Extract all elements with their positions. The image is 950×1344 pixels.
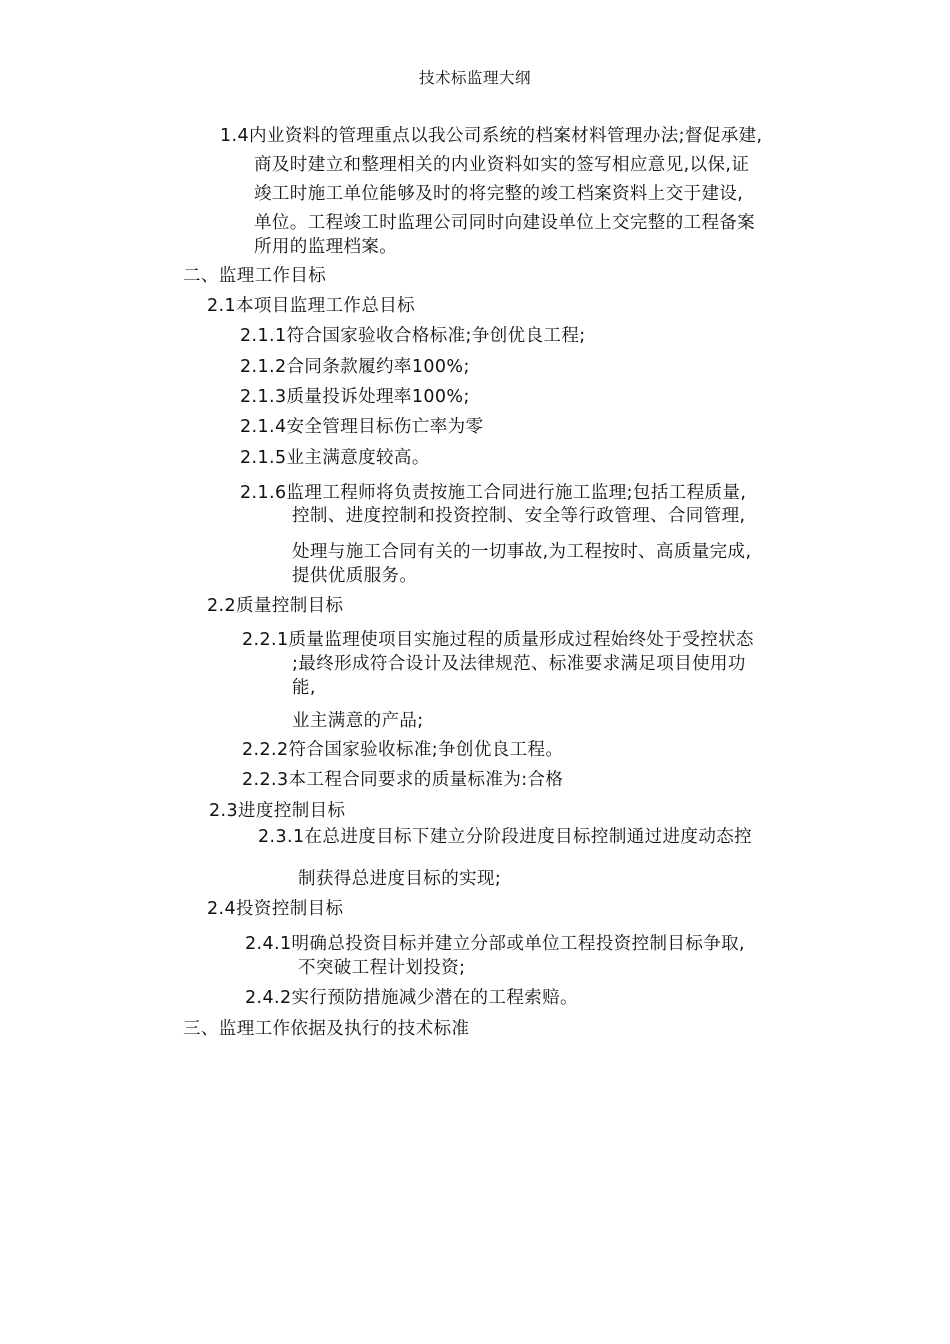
item-2-1-6-line-2: 控制、进度控制和投资控制、安全等行政管理、合同管理, (292, 506, 746, 526)
item-2-1-2: 2.1.2合同条款履约率100%; (240, 357, 470, 377)
item-2-2-3: 2.2.3本工程合同要求的质量标准为:合格 (242, 770, 564, 790)
item-2-1-6-line-4: 提供优质服务。 (292, 566, 418, 586)
paragraph-1-4-line-4: 单位。工程竣工时监理公司同时向建设单位上交完整的工程备案 (254, 213, 756, 233)
item-2-1-5: 2.1.5业主满意度较高。 (240, 448, 430, 468)
item-2-2-1-line-2: ;最终形成符合设计及法律规范、标准要求满足项目使用功 (292, 654, 746, 674)
section-heading-2: 二、监理工作目标 (183, 266, 327, 286)
paragraph-1-4-line-3: 竣工时施工单位能够及时的将完整的竣工档案资料上交于建设, (254, 184, 744, 204)
paragraph-1-4-line-5: 所用的监理档案。 (254, 237, 398, 257)
item-2-2-1-line-1: 2.2.1质量监理使项目实施过程的质量形成过程始终处于受控状态 (242, 630, 754, 650)
item-2-1-3: 2.1.3质量投诉处理率100%; (240, 387, 470, 407)
item-2-1-1: 2.1.1符合国家验收合格标准;争创优良工程; (240, 326, 586, 346)
item-2-2-2: 2.2.2符合国家验收标准;争创优良工程。 (242, 740, 564, 760)
subsection-2-3: 2.3进度控制目标 (209, 801, 346, 821)
subsection-2-4: 2.4投资控制目标 (207, 899, 344, 919)
subsection-2-2: 2.2质量控制目标 (207, 596, 344, 616)
item-2-2-1-line-4: 业主满意的产品; (292, 711, 424, 731)
item-2-1-6-line-3: 处理与施工合同有关的一切事故,为工程按时、高质量完成, (292, 542, 752, 562)
section-heading-3: 三、监理工作依据及执行的技术标准 (183, 1019, 470, 1039)
page-header: 技术标监理大纲 (418, 69, 531, 87)
paragraph-1-4-line-1: 1.4内业资料的管理重点以我公司系统的档案材料管理办法;督促承建, (220, 126, 763, 146)
paragraph-1-4-line-2: 商及时建立和整理相关的内业资料如实的签写相应意见,以保,证 (254, 155, 750, 175)
item-2-1-6-line-1: 2.1.6监理工程师将负责按施工合同进行施工监理;包括工程质量, (240, 483, 747, 503)
item-2-1-4: 2.1.4安全管理目标伤亡率为零 (240, 417, 484, 437)
item-2-4-1-line-2: 不突破工程计划投资; (298, 958, 466, 978)
item-2-4-2: 2.4.2实行预防措施减少潜在的工程索赔。 (245, 988, 578, 1008)
subsection-2-1: 2.1本项目监理工作总目标 (207, 296, 416, 316)
item-2-4-1-line-1: 2.4.1明确总投资目标并建立分部或单位工程投资控制目标争取, (245, 934, 745, 954)
item-2-3-1-line-2: 制获得总进度目标的实现; (298, 869, 502, 889)
item-2-3-1-line-1: 2.3.1在总进度目标下建立分阶段进度目标控制通过进度动态控 (258, 827, 753, 847)
item-2-2-1-line-3: 能, (292, 678, 316, 698)
